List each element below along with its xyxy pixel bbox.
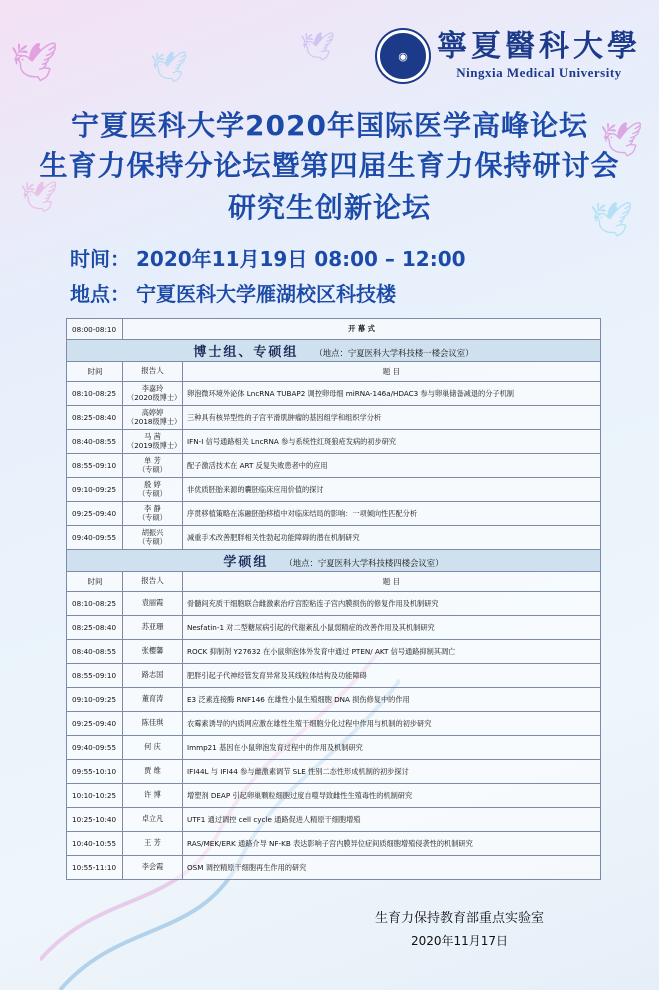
- row-time: 08:10-08:25: [67, 592, 123, 616]
- row-topic: E3 泛素连接酶 RNF146 在雄性小鼠生殖细胞 DNA 损伤修复中的作用: [183, 688, 601, 712]
- dove-icon: 🕊: [20, 180, 59, 215]
- row-topic: Immp21 基因在小鼠卵泡发育过程中的作用及机制研究: [183, 736, 601, 760]
- table-row: [67, 430, 601, 454]
- row-topic: 三种具有核异型性的子宫平滑肌肿瘤的基因组学和组织学分析: [183, 406, 601, 430]
- university-logo: [377, 30, 641, 82]
- row-reporter: 陈佳琪: [123, 712, 183, 736]
- col-time: 时间: [67, 572, 123, 592]
- opening-time: 08:00-08:10: [67, 319, 123, 340]
- row-time: 09:40-09:55: [67, 526, 123, 550]
- table-row: [67, 712, 601, 736]
- row-reporter: 张樱馨: [123, 640, 183, 664]
- group-location: （地点：宁夏医科大学科技楼一楼会议室）: [314, 348, 474, 358]
- reporter-name: 胡振兴: [141, 528, 164, 538]
- dove-icon: 🕊: [150, 50, 189, 85]
- footer-date: 2020年11月17日: [410, 934, 509, 948]
- reporter-note: （专硕）: [138, 512, 167, 522]
- row-time: 09:10-09:25: [67, 478, 123, 502]
- row-topic: UTF1 通过调控 cell cycle 通路促进人精原干细胞增殖: [183, 808, 601, 832]
- row-reporter: [123, 382, 183, 406]
- row-topic: 非优质胚胎来源的囊胚临床应用价值的探讨: [183, 478, 601, 502]
- university-seal-icon: ◉: [377, 30, 429, 82]
- row-topic: 农霉素诱导的内质网应激在雄性生殖干细胞分化过程中作用与机制的初步研究: [183, 712, 601, 736]
- row-reporter: 贾 维: [123, 760, 183, 784]
- group-location: （地点：宁夏医科大学科技楼四楼会议室）: [284, 558, 444, 568]
- row-time: 09:10-09:25: [67, 688, 123, 712]
- reporter-name: 高婷婷: [141, 408, 164, 418]
- table-row: [67, 736, 601, 760]
- row-reporter: [123, 406, 183, 430]
- row-topic: 减重手术改善肥胖相关性勃起功能障碍的潜在机制研究: [183, 526, 601, 550]
- row-time: 09:25-09:40: [67, 712, 123, 736]
- row-time: 08:40-08:55: [67, 430, 123, 454]
- row-reporter: [123, 454, 183, 478]
- dove-icon: 🕊: [590, 200, 634, 240]
- group-header-academic: [67, 550, 601, 572]
- table-row: [67, 526, 601, 550]
- university-name-en: Ningxia Medical University: [456, 64, 622, 80]
- row-reporter: [123, 526, 183, 550]
- row-topic: OSM 调控精原干细胞再生作用的研究: [183, 856, 601, 880]
- group-name: 博士组、专硕组: [193, 345, 299, 360]
- row-reporter: 袁丽霞: [123, 592, 183, 616]
- row-topic: IFN-I 信号通路相关 LncRNA 参与系统性红斑狼疮发病的初步研究: [183, 430, 601, 454]
- reporter-name: 马 茜: [144, 432, 161, 442]
- row-topic: IFI44L 与 IFI44 参与雌激素调节 SLE 性别二态性形成机制的初步探讨: [183, 760, 601, 784]
- place-label: 地点：: [70, 282, 130, 306]
- reporter-name: 李 静: [144, 504, 161, 514]
- reporter-name: 殷 婷: [144, 480, 161, 490]
- row-reporter: 卓立凡: [123, 808, 183, 832]
- row-topic: 增塑剂 DEAP 引起卵巢颗粒细胞过度自噬导致雌性生殖毒性的机制研究: [183, 784, 601, 808]
- row-reporter: 许 博: [123, 784, 183, 808]
- title-line-2: 生育力保持分论坛暨第四届生育力保持研讨会: [39, 149, 620, 182]
- row-reporter: 王 芳: [123, 832, 183, 856]
- title-line-3: 研究生创新论坛: [227, 191, 431, 224]
- table-row: [67, 856, 601, 880]
- dove-icon: 🕊: [300, 30, 336, 63]
- col-time: 时间: [67, 362, 123, 382]
- row-reporter: [123, 502, 183, 526]
- row-time: 10:25-10:40: [67, 808, 123, 832]
- time-label: 时间：: [70, 247, 130, 271]
- reporter-note: （2019级博士）: [127, 440, 182, 450]
- dove-icon: 🕊: [10, 40, 59, 84]
- group-header-doctoral: [67, 340, 601, 362]
- col-topic: 题 目: [183, 572, 601, 592]
- row-reporter: [123, 430, 183, 454]
- table-row: [67, 592, 601, 616]
- opening-row: [67, 319, 601, 340]
- table-row: [67, 616, 601, 640]
- row-time: 10:40-10:55: [67, 832, 123, 856]
- col-reporter: 报告人: [123, 572, 183, 592]
- row-reporter: 李会霞: [123, 856, 183, 880]
- column-headers: [67, 572, 601, 592]
- reporter-note: （专硕）: [138, 536, 167, 546]
- table-row: [67, 502, 601, 526]
- row-time: 08:40-08:55: [67, 640, 123, 664]
- row-time: 09:40-09:55: [67, 736, 123, 760]
- dove-icon: 🕊: [600, 120, 644, 160]
- row-topic: 配子激活技术在 ART 反复失败患者中的应用: [183, 454, 601, 478]
- reporter-note: （专硕）: [138, 488, 167, 498]
- table-row: [67, 808, 601, 832]
- table-row: [67, 382, 601, 406]
- row-reporter: 董育涛: [123, 688, 183, 712]
- row-topic: Nesfatin-1 对二型糖尿病引起的代谢紊乱小鼠弱精症的改善作用及其机制研究: [183, 616, 601, 640]
- row-time: 09:55-10:10: [67, 760, 123, 784]
- row-reporter: 路志国: [123, 664, 183, 688]
- row-topic: 序贯移植策略在冻融胚胎移植中对临床结局的影响：一项倾向性匹配分析: [183, 502, 601, 526]
- col-reporter: 报告人: [123, 362, 183, 382]
- row-reporter: 苏亚珊: [123, 616, 183, 640]
- row-time: 08:25-08:40: [67, 406, 123, 430]
- row-time: 08:10-08:25: [67, 382, 123, 406]
- schedule-table: [66, 318, 601, 880]
- table-row: [67, 784, 601, 808]
- row-topic: 卵泡微环境外泌体 LncRNA TUBAP2 调控卵母细 miRNA-146a/HDAC3 参与卵巢储备减退的分子机制: [183, 382, 601, 406]
- col-topic: 题 目: [183, 362, 601, 382]
- title-line-1: 宁夏医科大学2020年国际医学高峰论坛: [71, 109, 588, 142]
- row-time: 10:10-10:25: [67, 784, 123, 808]
- place-value: 宁夏医科大学雁湖校区科技楼: [136, 282, 396, 306]
- row-topic: ROCK 抑制剂 Y27632 在小鼠卵泡体外发育中通过 PTEN/ AKT 信号通路抑制其凋亡: [183, 640, 601, 664]
- reporter-name: 单 芳: [144, 456, 161, 466]
- table-row: [67, 406, 601, 430]
- table-row: [67, 640, 601, 664]
- table-row: [67, 664, 601, 688]
- table-row: [67, 832, 601, 856]
- row-time: 08:55-09:10: [67, 664, 123, 688]
- row-topic: 肥胖引起子代神经管发育异常及其线粒体结构及功能障碍: [183, 664, 601, 688]
- column-headers: [67, 362, 601, 382]
- table-row: [67, 478, 601, 502]
- group-name: 学硕组: [223, 555, 269, 570]
- table-row: [67, 688, 601, 712]
- row-topic: RAS/MEK/ERK 通路介导 NF-KB 表达影响子宫内膜异位症间质细胞增殖侵袭性的机制研究: [183, 832, 601, 856]
- table-row: [67, 454, 601, 478]
- footer-organization: 生育力保持教育部重点实验室: [374, 911, 544, 926]
- event-time: [70, 243, 466, 272]
- table-row: [67, 760, 601, 784]
- row-time: 09:25-09:40: [67, 502, 123, 526]
- row-reporter: [123, 478, 183, 502]
- university-name-cn: 寧夏醫科大學: [437, 28, 641, 64]
- opening-label: 开 幕 式: [123, 319, 601, 340]
- reporter-note: （2018级博士）: [127, 416, 182, 426]
- row-time: 08:25-08:40: [67, 616, 123, 640]
- time-value: 2020年11月19日 08:00 – 12:00: [136, 247, 466, 271]
- reporter-note: （专硕）: [138, 464, 167, 474]
- row-topic: 骨髓间充质干细胞联合雌激素治疗宫腔粘连子宫内膜损伤的修复作用及机制研究: [183, 592, 601, 616]
- event-place: [70, 278, 396, 307]
- row-reporter: 何 庆: [123, 736, 183, 760]
- row-time: 08:55-09:10: [67, 454, 123, 478]
- reporter-note: （2020级博士）: [127, 392, 182, 402]
- reporter-name: 李嘉玲: [141, 384, 164, 394]
- row-time: 10:55-11:10: [67, 856, 123, 880]
